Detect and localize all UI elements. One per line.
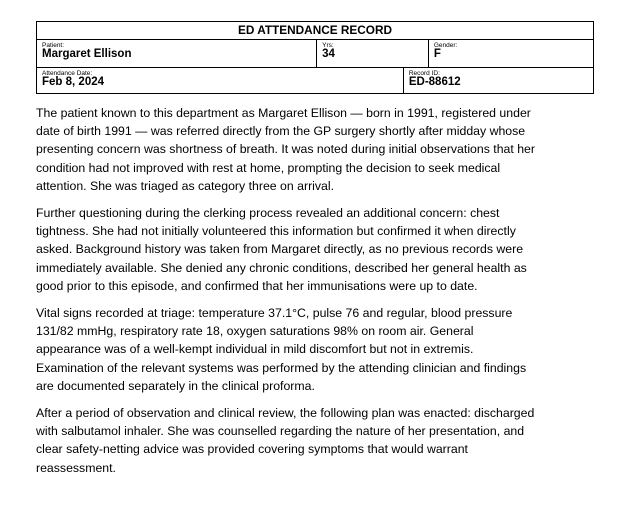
field-record-id-label: Record ID:	[408, 70, 440, 77]
paragraph-plan: After a period of observation and clinical review, the following plan was enacted: discharged with salbutamol inhaler. She was counselled regarding the nature of her presentation, and clear safety-netting advice was provided covering symptoms that would warrant reassessment.	[36, 406, 535, 475]
record-header-table	[36, 21, 594, 94]
paragraph-referral: The patient known to this department as Margaret Ellison — born in 1991, registered under date of birth 1991 — was referred directly from the GP surgery shortly after midday whose presenting concern was shortness of breath. It was noted during initial observations that her condition had not improved with rest at home, prompting the decision to seek medical attention. She was triaged as category three on arrival.	[36, 106, 535, 193]
document-title: ED ATTENDANCE RECORD	[37, 22, 593, 40]
clinical-narrative	[36, 104, 541, 477]
ed-attendance-record-page	[36, 21, 594, 486]
paragraph-examination: Vital signs recorded at triage: temperature 37.1°C, pulse 76 and regular, blood pressure 131/82 mmHg, respiratory rate 18, oxygen saturations 98% on room air. General appearance was of a well-kempt individual in mild discomfort but not in extremis. Examination of the relevant systems was performed by the attending clinician and findings are documented separately in the clinical proforma.	[36, 306, 527, 393]
field-record-id-value: ED-88612	[408, 76, 461, 88]
field-attendance-date-value: Feb 8, 2024	[42, 76, 105, 88]
field-patient-label: Patient:	[42, 42, 65, 49]
field-age	[316, 40, 428, 67]
field-record-id	[403, 68, 593, 93]
field-patient	[37, 40, 316, 67]
paragraph-history: Further questioning during the clerking process revealed an additional concern: chest tightness. She had not initially volunteered this information but confirmed it when directly asked. Background history was taken from Margaret directly, as no previous records were immediately available. She denied any chronic conditions, described her general health as good prior to this episode, and confirmed that her immunisations were up to date.	[36, 206, 527, 293]
field-gender-value: F	[433, 48, 441, 60]
field-attendance-date-label: Attendance Date:	[42, 70, 93, 77]
header-row-demographics	[37, 40, 593, 68]
field-gender	[428, 40, 593, 67]
field-attendance-date	[37, 68, 403, 93]
field-age-value: 34	[322, 48, 335, 60]
header-row-attendance	[37, 68, 593, 93]
field-patient-value: Margaret Ellison	[42, 48, 132, 60]
field-age-label: Yrs:	[322, 42, 334, 49]
field-gender-label: Gender:	[433, 42, 458, 49]
